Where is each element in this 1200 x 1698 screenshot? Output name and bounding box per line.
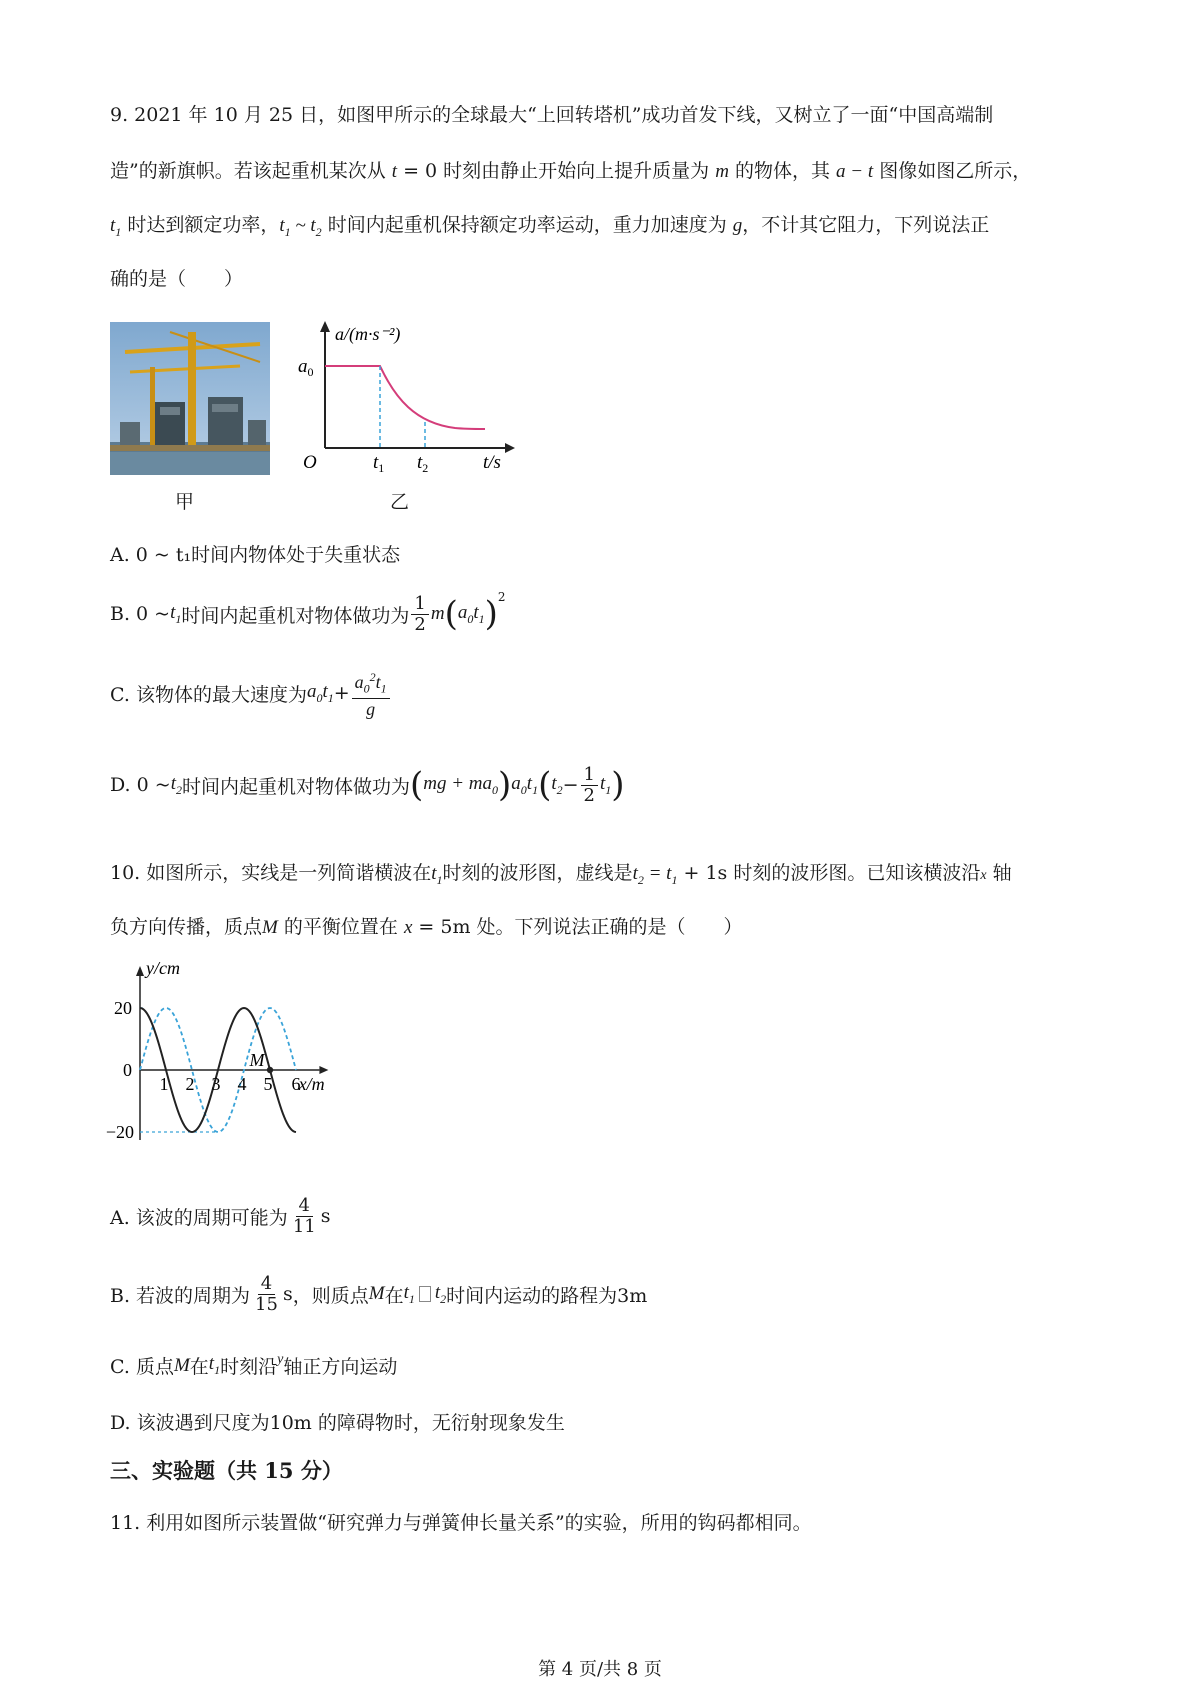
x-tick-3: 3: [211, 1074, 221, 1094]
caption-jia: 甲: [175, 491, 195, 513]
graph-t2: $t_2$: [417, 452, 429, 475]
q10-line2: 负方向传播，质点M 的平衡位置在 x = 5m 处。下列说法正确的是（ ）: [110, 916, 743, 938]
q10-option-a[interactable]: A. 该波的周期可能为 $\frac{4}{11}$ s: [110, 1194, 331, 1237]
q9-line4: 确的是（ ）: [110, 268, 244, 290]
graph-t1: $t_1$: [373, 452, 385, 475]
graph-xlabel: t/s: [483, 452, 501, 473]
x-tick-2: 2: [185, 1074, 195, 1094]
q10-option-c[interactable]: C. 质点 M 在 $t_1$ 时刻沿 y 轴正方向运动: [110, 1352, 398, 1378]
q11-line1: 11. 利用如图所示装置做“研究弹力与弹簧伸长量关系”的实验，所用的钩码都相同。: [110, 1512, 812, 1534]
a-t-graph: [295, 318, 525, 478]
q10-line1: 10. 如图所示，实线是一列简谐横波在$t_1$时刻的波形图，虚线是$t_2 = t_1 + 1s$ 时刻的波形图。已知该横波沿x 轴: [110, 862, 1012, 887]
graph-ylabel: a/(m·s⁻²): [335, 324, 401, 344]
x-tick-5: 5: [263, 1074, 273, 1094]
q9-option-d[interactable]: D. 0 ~ $t_2$ 时间内起重机对物体做功为 ( mg + $ma_0$ ) $a_0t_1$ ( $t_2$ − $\frac{1}{2}$ $t_1$ ): [110, 763, 625, 806]
q9-option-b[interactable]: B. 0 ~ $t_1$ 时间内起重机对物体做功为 $\frac{1}{2}$ m ( $a_0t_1$ ) $^2$: [110, 590, 506, 635]
q9-line2: 造”的新旗帜。若该起重机某次从 t = 0 时刻由静止开始向上提升质量为 m 的物体，其 a − t 图像如图乙所示，: [110, 160, 1032, 182]
page-footer: 第 4 页/共 8 页: [538, 1659, 662, 1680]
y-tick-20: 20: [114, 998, 132, 1018]
q9-option-a[interactable]: A. 0 ~ t₁时间内物体处于失重状态: [110, 544, 401, 566]
x-tick-1: 1: [159, 1074, 169, 1094]
wave-ylabel: y/cm: [146, 958, 180, 978]
q9-option-c[interactable]: C. 该物体的最大速度为 $a_0t_1$ + $\frac{a_0^2t_1}{g}$: [110, 665, 392, 721]
a-t-curve: [325, 366, 485, 429]
q9-line1: 9. 2021 年 10 月 25 日，如图甲所示的全球最大“上回转塔机”成功首发下线，又树立了一面“中国高端制: [110, 104, 994, 126]
caption-yi: 乙: [390, 491, 410, 513]
graph-origin: O: [303, 452, 317, 473]
point-m-marker: [267, 1067, 273, 1073]
x-tick-6: 6: [291, 1074, 301, 1094]
q9-line3: $t_1$ 时达到额定功率，$t_1$ ~ $t_2$ 时间内起重机保持额定功率运动，重力加速度为 g，不计其它阻力，下列说法正: [110, 214, 990, 239]
section-title: 三、实验题（共 15 分）: [110, 1458, 343, 1483]
crane-photo: [110, 322, 270, 475]
wave-xlabel: x/m: [298, 1074, 325, 1094]
q10-option-d[interactable]: D. 该波遇到尺度为10m 的障碍物时，无衍射现象发生: [110, 1412, 565, 1434]
y-tick-neg20: −20: [105, 1122, 134, 1142]
x-arrow-icon: [319, 1066, 328, 1074]
y-arrow-icon: [320, 321, 330, 332]
wave-chart: [105, 958, 400, 1150]
x-arrow-icon: [505, 443, 515, 453]
x-tick-4: 4: [237, 1074, 247, 1094]
graph-a0-label: $a_0$: [298, 356, 314, 379]
y-arrow-icon: [136, 966, 144, 976]
y-tick-0: 0: [123, 1060, 132, 1080]
q10-option-b[interactable]: B. 若波的周期为 $\frac{4}{15}$ s ，则质点 M 在 $t_1$ $t_2$ 时间内运动的路程为3m: [110, 1272, 648, 1315]
point-m-label: M: [249, 1050, 265, 1070]
